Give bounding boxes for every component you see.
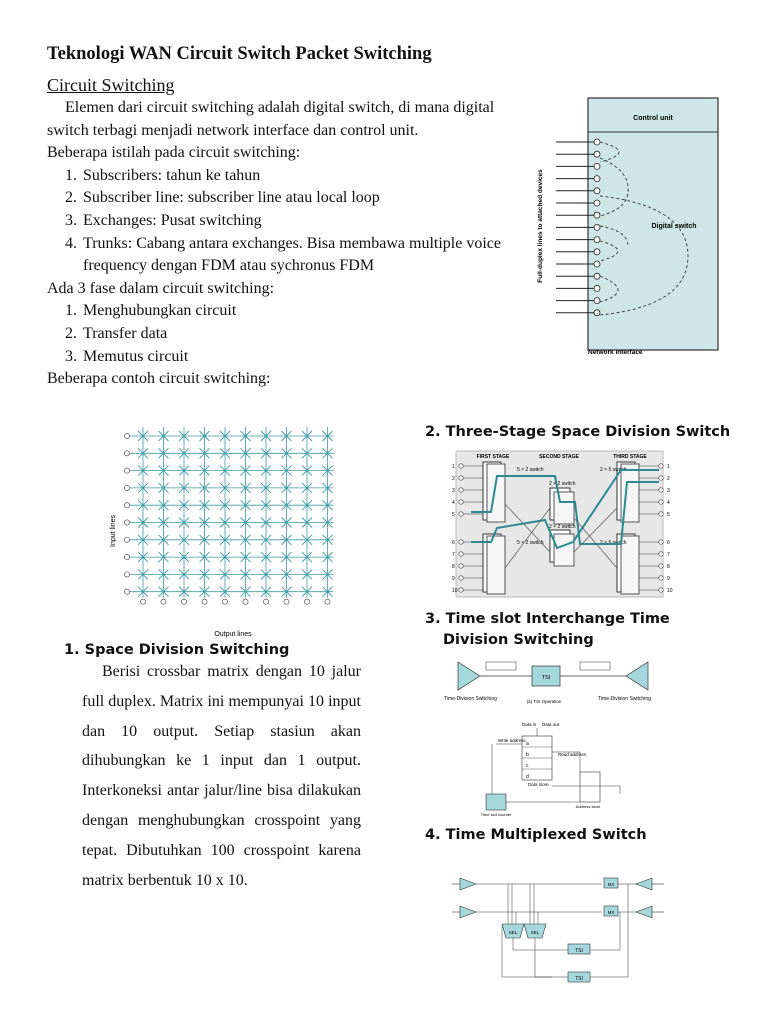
- port-circle: [594, 224, 600, 230]
- control-unit-label: Control unit: [633, 115, 673, 122]
- port-circle: [594, 261, 600, 267]
- output-port: [243, 599, 248, 604]
- tsi-label: TSI: [541, 675, 551, 681]
- output-port: [140, 599, 145, 604]
- input-lines-label: Input lines: [110, 515, 117, 547]
- write-address-label: Write address: [498, 738, 526, 743]
- list-item: 2. Subscriber line: subscriber line atau local loop: [65, 189, 380, 207]
- tdm-right-label: Time-Division Switching: [598, 696, 651, 702]
- input-port: [124, 503, 129, 508]
- sw-5x2-label: 5 × 2 switch: [517, 540, 544, 546]
- address-store-box: [580, 772, 600, 802]
- section-title: Circuit Switching: [47, 75, 175, 95]
- counter-box: [486, 794, 506, 810]
- output-number: 7: [667, 552, 670, 558]
- input-port: [124, 520, 129, 525]
- port-circle: [594, 237, 600, 243]
- second-stage-label: SECOND STAGE: [539, 454, 579, 460]
- port-circle: [594, 151, 600, 157]
- output-port: [202, 599, 207, 604]
- svg-text:d: d: [526, 774, 529, 780]
- input-number: 6: [452, 540, 455, 546]
- data-in-label: Data in: [522, 722, 537, 727]
- input-port: [124, 468, 129, 473]
- port-circle: [594, 273, 600, 279]
- side-label: Full-duplex lines to attached devices: [537, 169, 544, 283]
- section1-heading: 1. Space Division Switching: [64, 642, 290, 658]
- input-number: 5: [452, 512, 455, 518]
- svg-text:TSI: TSI: [575, 976, 583, 982]
- tsi-figure: [440, 656, 670, 818]
- section2-heading: 2. Three-Stage Space Division Switch: [425, 424, 731, 440]
- output-number: 10: [667, 588, 673, 594]
- input-number: 9: [452, 576, 455, 582]
- port-circle: [594, 298, 600, 304]
- output-number: 1: [667, 464, 670, 470]
- input-number: 3: [452, 488, 455, 494]
- svg-text:MX: MX: [607, 882, 615, 887]
- output-port: [181, 599, 186, 604]
- network-interface-label: Network interface: [588, 349, 643, 356]
- input-port: [124, 537, 129, 542]
- port-circle: [594, 249, 600, 255]
- terms-list: [65, 165, 505, 278]
- list-item: 1. Menghubungkan circuit: [65, 302, 237, 320]
- input-port: [124, 555, 129, 560]
- list-item: 3. Exchanges: Pusat switching: [65, 211, 262, 229]
- phases-list: [65, 300, 525, 368]
- sw-2x2-label: 2 × 2 switch: [549, 524, 576, 530]
- crossbar-matrix-figure: [105, 423, 340, 643]
- tdm-left-label: Time-Division Switching: [444, 696, 497, 702]
- port-circle: [594, 188, 600, 194]
- port-circle: [594, 139, 600, 145]
- output-number: 4: [667, 500, 670, 506]
- svg-text:SEL: SEL: [508, 930, 518, 935]
- output-port: [325, 599, 330, 604]
- input-port: [124, 433, 129, 438]
- port-circle: [594, 176, 600, 182]
- phases-heading: Ada 3 fase dalam circuit switching:: [47, 279, 275, 297]
- output-lines-label: Output lines: [214, 631, 252, 638]
- output-number: 8: [667, 564, 670, 570]
- input-number: 1: [452, 464, 455, 470]
- digital-switch-figure: [528, 96, 746, 366]
- page-title: Teknologi WAN Circuit Switch Packet Switching: [47, 44, 432, 64]
- list-item: 4. Trunks: Cabang antara exchanges. Bisa membawa multiple voice frequency dengan FDM atau sychronus FDM: [65, 234, 501, 275]
- svg-text:b: b: [526, 752, 529, 758]
- list-item: 2. Transfer data: [65, 324, 168, 342]
- output-port: [284, 599, 289, 604]
- output-number: 9: [667, 576, 670, 582]
- output-number: 3: [667, 488, 670, 494]
- sw-2x5-label: 2 × 5 switch: [600, 467, 627, 473]
- section3-heading: 3. Time slot Interchange Time: [425, 611, 670, 627]
- input-port: [124, 485, 129, 490]
- output-number: 2: [667, 476, 670, 482]
- list-item: 3. Memutus circuit: [65, 347, 189, 365]
- port-circle: [594, 310, 600, 316]
- counter-label: Time slot counter: [480, 812, 512, 817]
- output-port: [222, 599, 227, 604]
- port-circle: [594, 200, 600, 206]
- output-number: 6: [667, 540, 670, 546]
- input-number: 4: [452, 500, 455, 506]
- input-port: [124, 589, 129, 594]
- input-port: [124, 572, 129, 577]
- first-stage-label: FIRST STAGE: [476, 454, 510, 460]
- output-number: 5: [667, 512, 670, 518]
- input-port: [124, 451, 129, 456]
- output-port: [263, 599, 268, 604]
- section4-heading: 4. Time Multiplexed Switch: [425, 827, 647, 843]
- sw-5x2-label: 5 × 2 switch: [517, 467, 544, 473]
- figure-caption: (a) TSI Operation: [526, 699, 562, 704]
- svg-text:a: a: [526, 741, 529, 747]
- read-address-label: Read address: [558, 752, 587, 757]
- mux-icon: [458, 662, 480, 690]
- examples-heading: Beberapa contoh circuit switching:: [47, 370, 271, 388]
- demux-icon: [626, 662, 648, 690]
- section3-heading-cont: Division Switching: [443, 632, 594, 648]
- crossbar-grid: [124, 427, 333, 604]
- data-store-label: Data store: [528, 782, 549, 787]
- address-store-label: Address store: [575, 804, 601, 809]
- intro-text: [47, 97, 525, 391]
- output-port: [304, 599, 309, 604]
- terms-heading: Beberapa istilah pada circuit switching:: [47, 144, 301, 162]
- port-circle: [594, 285, 600, 291]
- input-number: 2: [452, 476, 455, 482]
- svg-text:c: c: [526, 763, 529, 769]
- time-multiplexed-switch-figure: [452, 866, 672, 994]
- input-number: 10: [452, 588, 458, 594]
- digital-switch-label: Digital switch: [651, 223, 697, 230]
- data-out-label: Data out: [542, 722, 560, 727]
- sw-2x5-label: 2 × 5 switch: [600, 540, 627, 546]
- port-circle: [594, 212, 600, 218]
- sw-2x2-label: 2 × 2 switch: [549, 481, 576, 487]
- svg-text:TSI: TSI: [575, 948, 583, 954]
- port-circle: [594, 163, 600, 169]
- input-number: 7: [452, 552, 455, 558]
- intro-paragraph: Elemen dari circuit switching adalah digital switch, di mana digital switch terbagi menjadi network interface dan control unit.: [47, 99, 495, 139]
- list-item: 1. Subscribers: tahun ke tahun: [65, 166, 261, 184]
- section1-body: Berisi crossbar matrix dengan 10 jalur full duplex. Matrix ini mempunyai 10 input dan 10 output. Setiap stasiun akan dihubungkan ke 1 input dan 1 output. Interkoneksi antar jalur/line bisa dilakukan dengan menghubungkan crosspoint yang tepat. Dibutuhkan 100 crosspoint karena matrix berbentuk 10 x 10.: [82, 663, 361, 889]
- svg-text:SEL: SEL: [530, 930, 540, 935]
- third-stage-label: THIRD STAGE: [613, 454, 647, 460]
- output-port: [161, 599, 166, 604]
- three-stage-switch-figure: [445, 448, 685, 600]
- input-number: 8: [452, 564, 455, 570]
- svg-text:MX: MX: [607, 910, 615, 915]
